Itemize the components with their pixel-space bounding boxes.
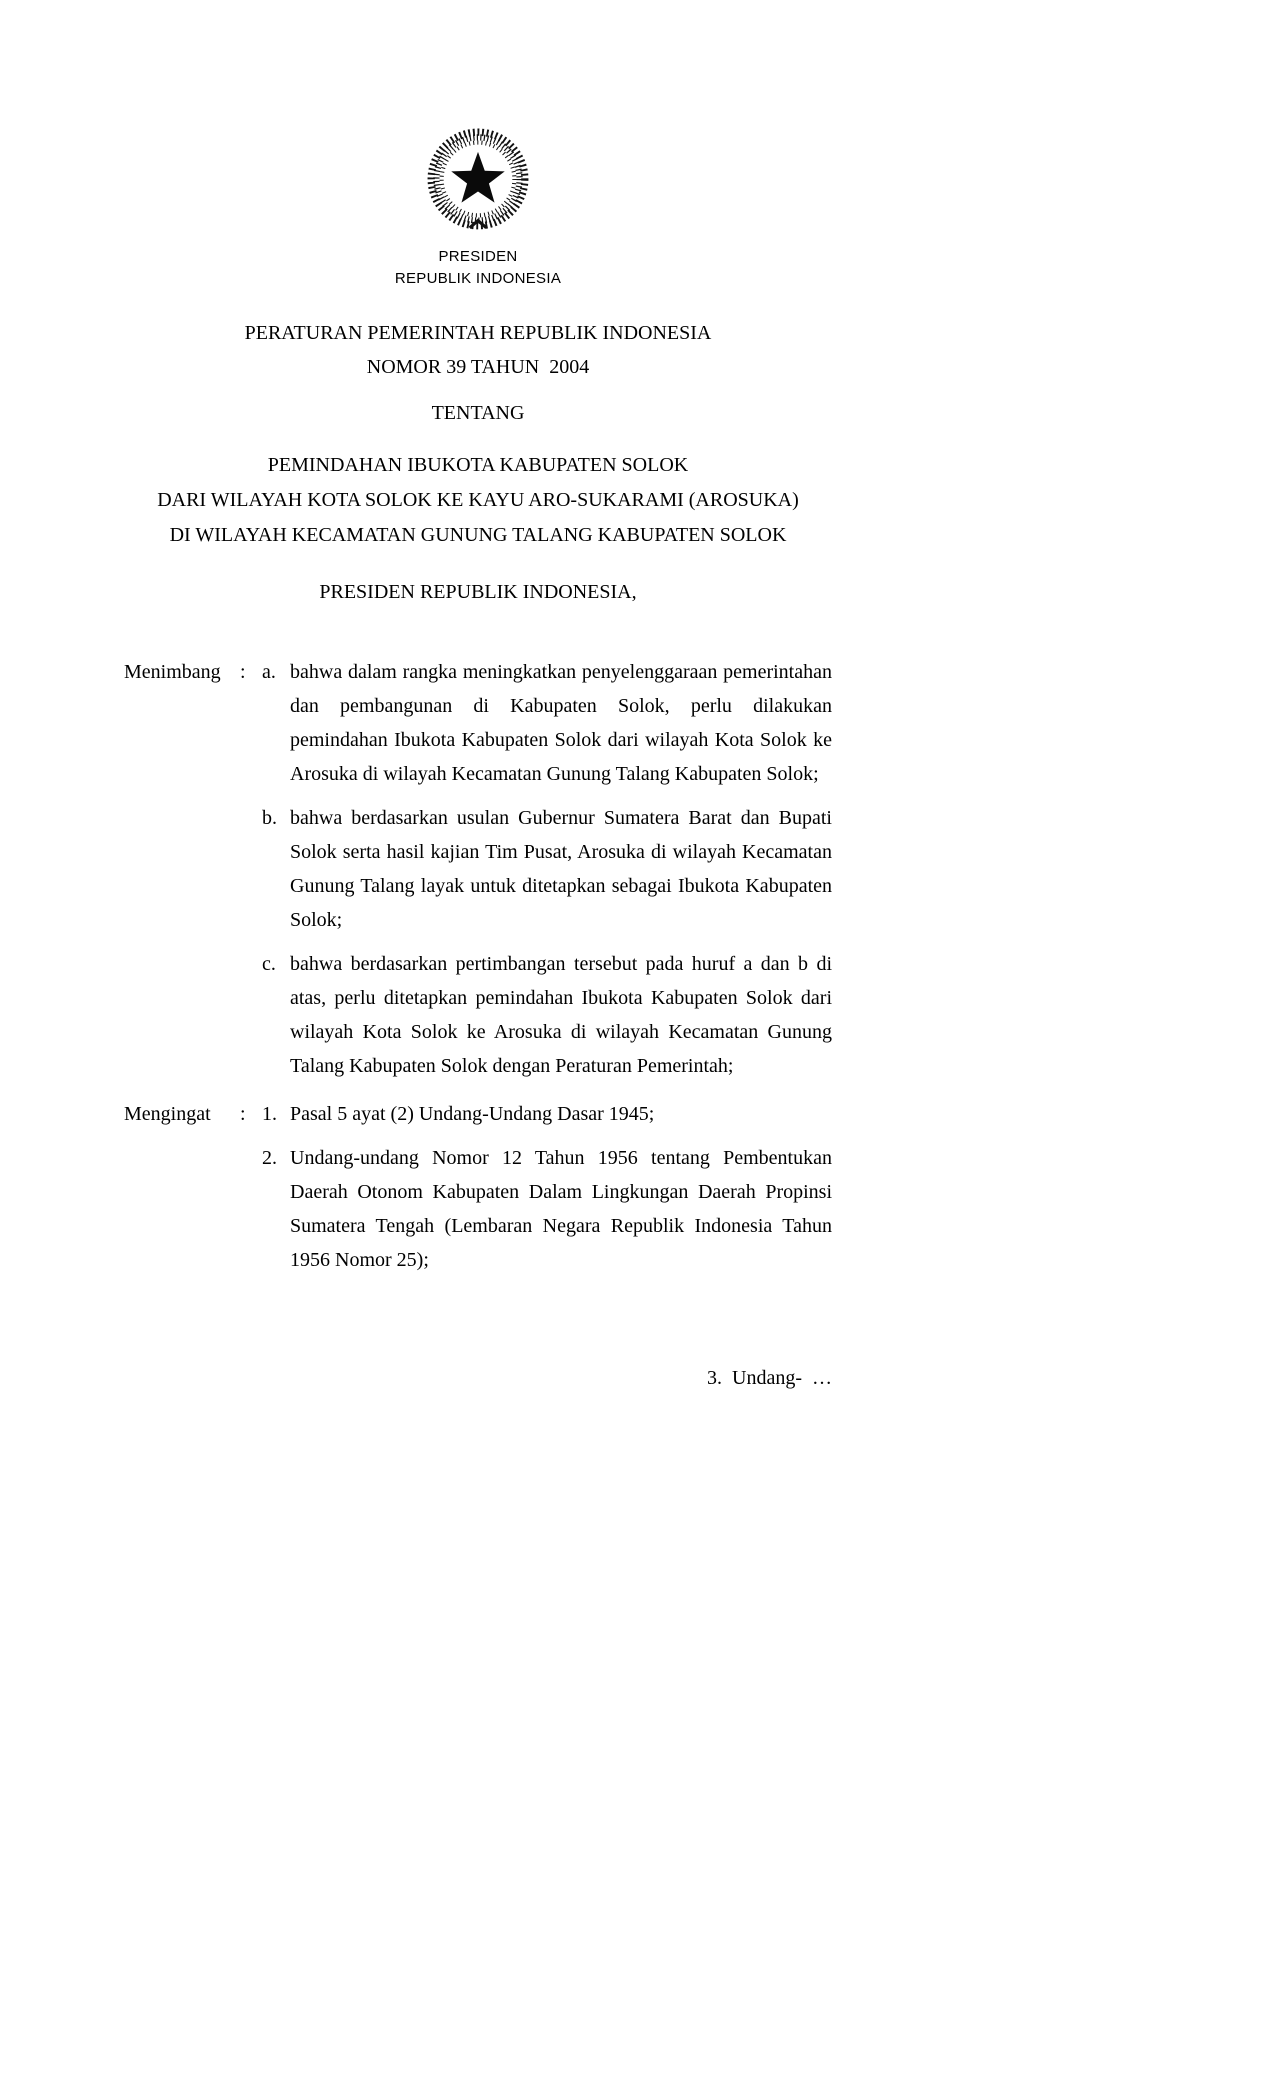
subject-line-1: PEMINDAHAN IBUKOTA KABUPATEN SOLOK <box>267 454 689 476</box>
item-marker: b. <box>262 807 277 829</box>
menimbang-colon: : <box>240 661 246 683</box>
regulation-title-line: PERATURAN PEMERINTAH REPUBLIK INDONESIA <box>244 322 712 344</box>
mengingat-colon: : <box>240 1103 246 1125</box>
item-text: bahwa berdasarkan pertimbangan tersebut pada huruf a dan b di atas, perlu ditetapkan pemindahan Ibukota Kabupaten Solok dari wilayah Kota Solok ke Arosuka di wilayah Kecamatan Gunung Talang Kabupaten Solok dengan Peraturan Pemerintah; <box>290 953 832 1077</box>
item-text: Pasal 5 ayat (2) Undang-Undang Dasar 1945; <box>290 1103 655 1125</box>
item-text: bahwa dalam rangka meningkatkan penyelenggaraan pemerintahan dan pembangunan di Kabupaten Solok, perlu dilakukan pemindahan Ibukota Kabupaten Solok dari wilayah Kota Solok ke Arosuka di wilayah Kecamatan Gunung Talang Kabupaten Solok; <box>290 661 832 785</box>
item-text: Undang-undang Nomor 12 Tahun 1956 tentang Pembentukan Daerah Otonom Kabupaten Dalam Lingkungan Daerah Propinsi Sumatera Tengah (Lembaran Negara Republik Indonesia Tahun 1956 Nomor 25); <box>290 1147 832 1271</box>
item-marker: 1. <box>262 1103 277 1125</box>
subject-line-2: DARI WILAYAH KOTA SOLOK KE KAYU ARO-SUKARAMI (AROSUKA) <box>157 489 799 511</box>
presidential-seal-icon <box>426 128 530 232</box>
page-catchword: 3. Undang- … <box>707 1367 832 1389</box>
menimbang-section <box>124 655 832 1083</box>
mengingat-section <box>124 1097 832 1277</box>
tentang-label: TENTANG <box>431 402 525 424</box>
regulation-title <box>124 316 832 384</box>
legal-basis-item-1 <box>262 1097 832 1131</box>
item-text: bahwa berdasarkan usulan Gubernur Sumatera Barat dan Bupati Solok serta hasil kajian Tim Pusat, Arosuka di wilayah Kecamatan Gunung Talang layak untuk ditetapkan sebagai Ibukota Kabupaten Solok; <box>290 807 832 931</box>
document-content <box>124 128 832 1395</box>
legal-basis-item-2 <box>262 1141 832 1277</box>
menimbang-label: Menimbang <box>124 661 221 683</box>
letterhead <box>124 128 832 290</box>
consideration-item-c <box>262 947 832 1083</box>
consideration-item-b <box>262 801 832 937</box>
opening-line: PRESIDEN REPUBLIK INDONESIA, <box>319 581 637 603</box>
regulation-number: NOMOR 39 TAHUN 2004 <box>366 356 590 378</box>
item-marker: c. <box>262 953 276 975</box>
consideration-item-a <box>262 655 832 791</box>
item-marker: 2. <box>262 1147 277 1169</box>
mengingat-label: Mengingat <box>124 1103 211 1125</box>
regulation-subject <box>124 448 832 553</box>
letterhead-presiden: PRESIDEN <box>438 248 518 265</box>
item-marker: a. <box>262 661 276 683</box>
subject-line-3: DI WILAYAH KECAMATAN GUNUNG TALANG KABUPATEN SOLOK <box>169 524 787 546</box>
letterhead-republik-indonesia: REPUBLIK INDONESIA <box>394 270 562 287</box>
